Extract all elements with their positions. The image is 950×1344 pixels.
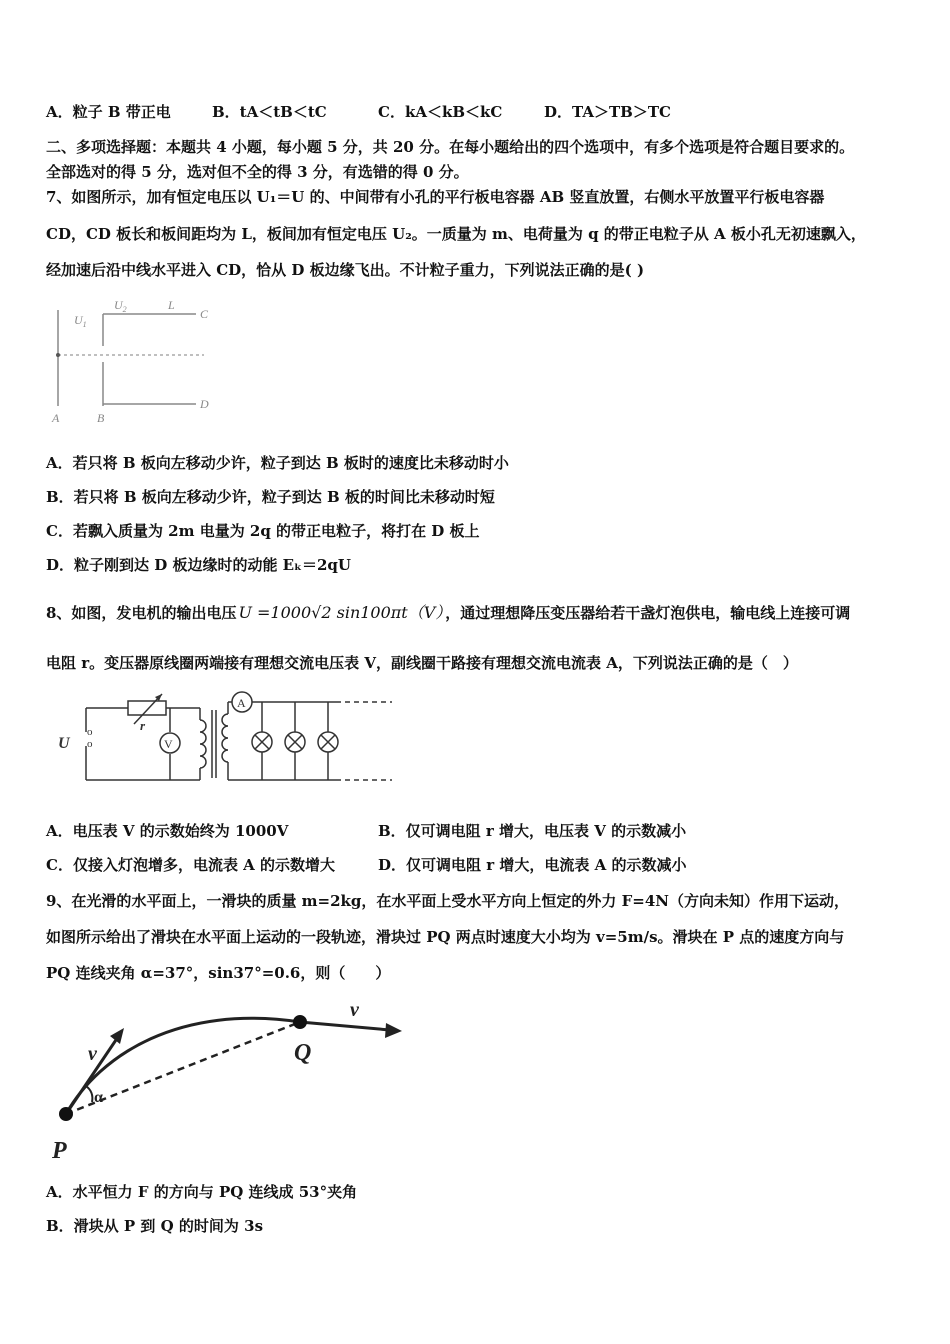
q7-stem-line1: 7、如图所示，加有恒定电压以 U₁＝U 的、中间带有小孔的平行板电容器 AB 竖直放置，右侧水平放置平行板电容器 [46,188,825,206]
q8-label-r: r [140,718,146,733]
q8-label-a: A [237,696,246,710]
q9-trajectory-figure [40,994,410,1169]
q9-label-v-p: v [88,1043,97,1065]
q7-label-d: D [200,397,209,411]
q9-stem-line1: 9、在光滑的水平面上，一滑块的质量 m=2kg，在水平面上受水平方向上恒定的外力 F=4N（方向未知）作用下运动， [46,892,850,910]
section2-line2: 全部选对的得 5 分，选对但不全的得 3 分，有选错的得 0 分。 [46,163,469,181]
q8-stem-line2: 电阻 r。变压器原线圈两端接有理想交流电压表 V，副线圈干路接有理想交流电流表 A，下列说法正确的是（ ） [46,654,798,672]
q6-option-c: C．kA＜kB＜kC [378,103,503,121]
q7-label-b: B [97,411,105,425]
q7-option-b: B．若只将 B 板向左移动少许，粒子到达 B 板的时间比未移动时短 [46,488,495,506]
q6-option-d: D．TA＞TB＞TC [544,103,671,121]
q7-label-c: C [200,307,209,321]
q6-option-a: A．粒子 B 带正电 [46,103,171,121]
q7-option-d: D．粒子刚到达 D 板边缘时的动能 Eₖ＝2qU [46,556,351,574]
section2-line1: 二、多项选择题：本题共 4 小题，每小题 5 分，共 20 分。在每小题给出的四个选项中，有多个选项是符合题目要求的。 [46,138,855,156]
q9-option-a: A．水平恒力 F 的方向与 PQ 连线成 53°夹角 [46,1183,358,1201]
q9-label-p: P [52,1138,67,1164]
q9-stem-line3: PQ 连线夹角 α=37°，sin37°=0.6，则（ ） [46,964,391,982]
q8-stem-pre: 8、如图，发电机的输出电压 [46,604,237,622]
q7-label-l: L [168,298,175,312]
q8-stem-post: ，通过理想降压变压器给若干盏灯泡供电，输电线上连接可调 [445,604,851,622]
q8-option-d: D．仅可调电阻 r 增大，电流表 A 的示数减小 [378,856,687,874]
svg-text:o: o [87,738,93,750]
q9-label-q: Q [294,1040,312,1066]
q7-capacitor-figure [44,296,224,426]
q7-option-c: C．若飘入质量为 2m 电量为 2q 的带正电粒子，将打在 D 板上 [46,522,480,540]
q9-option-b: B．滑块从 P 到 Q 的时间为 3s [46,1217,264,1235]
q9-label-alpha: α [94,1089,103,1106]
q7-label-a: A [52,411,60,425]
q8-formula: U =1000√2 sin100πt（V） [238,603,444,622]
q7-stem-line2: CD，CD 板长和板间距均为 L，板间加有恒定电压 U₂。一质量为 m、电荷量为 q 的带正电粒子从 A 板小孔无初速飘入， [46,225,866,243]
q8-label-v: V [164,737,173,751]
q8-option-a: A．电压表 V 的示数始终为 1000V [46,822,289,840]
q9-label-v-q: v [350,999,359,1021]
q7-option-a: A．若只将 B 板向左移动少许，粒子到达 B 板时的速度比未移动时小 [46,454,509,472]
q7-stem-line3: 经加速后沿中线水平进入 CD，恰从 D 板边缘飞出。不计粒子重力，下列说法正确的是( ) [46,261,645,279]
q8-option-c: C．仅接入灯泡增多，电流表 A 的示数增大 [46,856,336,874]
q8-label-u: U [58,735,70,752]
q7-label-u1: $U_1$ [74,313,87,329]
q8-transformer-circuit [54,688,399,788]
svg-text:o: o [87,726,93,738]
q8-option-b: B．仅可调电阻 r 增大，电压表 V 的示数减小 [378,822,687,840]
q9-stem-line2: 如图所示给出了滑块在水平面上运动的一段轨迹，滑块过 PQ 两点时速度大小均为 v=5m/s。滑块在 P 点的速度方向与 [46,928,845,946]
q7-label-u2: $U_2$ [114,298,127,314]
q6-option-b: B．tA＜tB＜tC [212,103,327,121]
q8-stem-line1 [46,603,850,623]
